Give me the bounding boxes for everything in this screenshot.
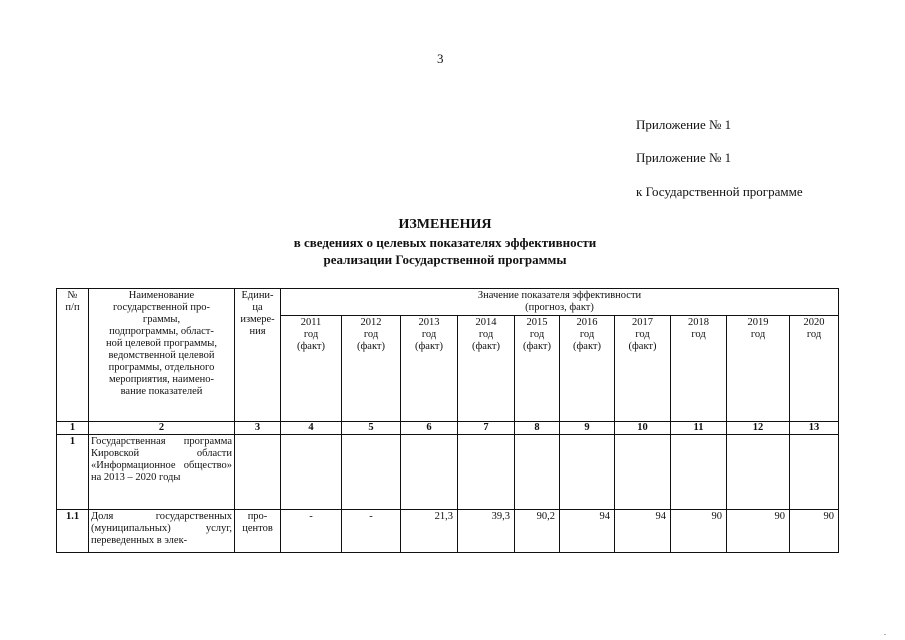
header-year-2 xyxy=(342,316,401,422)
header-year-label: 2019 год xyxy=(747,317,769,340)
header-year-label: 2018 год xyxy=(688,317,709,340)
row-value: 39,3 xyxy=(458,510,515,553)
row-value xyxy=(727,435,790,510)
column-number-3: 3 xyxy=(235,422,281,435)
header-no xyxy=(57,289,89,422)
column-number-12: 12 xyxy=(727,422,790,435)
edge-mark: . xyxy=(884,628,886,637)
header-year-label: 2012 год (факт) xyxy=(356,317,385,352)
table-row xyxy=(57,435,839,510)
row-value xyxy=(615,435,671,510)
appendix-label-1: Приложение № 1 xyxy=(636,117,732,132)
document-subtitle-line-1: в сведениях о целевых показателях эффективности xyxy=(293,235,597,250)
page-number: 3 xyxy=(437,51,444,66)
column-number-5: 5 xyxy=(342,422,401,435)
header-no-label: № п/п xyxy=(65,290,80,313)
column-number-11: 11 xyxy=(671,422,727,435)
column-number-2: 2 xyxy=(89,422,235,435)
header-value-group-label: Значение показателя эффективности (прогноз, факт) xyxy=(477,290,642,313)
row-indicator-name: Государственная программа Кировской области «Информационное общество» на 2013 – 2020 годы xyxy=(89,435,235,510)
document-title: ИЗМЕНЕНИЯ xyxy=(398,217,492,232)
header-year-label: 2013 год (факт) xyxy=(414,317,443,352)
row-value: 90 xyxy=(790,510,839,553)
row-value: 94 xyxy=(615,510,671,553)
row-value: 21,3 xyxy=(401,510,458,553)
header-value-group xyxy=(281,289,839,316)
column-number-8: 8 xyxy=(515,422,560,435)
row-value: 90 xyxy=(727,510,790,553)
row-unit xyxy=(235,435,281,510)
row-value xyxy=(560,435,615,510)
header-year-3 xyxy=(401,316,458,422)
column-number-1: 1 xyxy=(57,422,89,435)
indicators-table xyxy=(56,288,839,553)
row-value xyxy=(790,435,839,510)
document-subtitle-line-2: реализации Государственной программы xyxy=(323,252,567,267)
row-value xyxy=(342,435,401,510)
header-unit-label: Едини- ца измере- ния xyxy=(240,290,275,337)
header-name xyxy=(89,289,235,422)
appendix-label-2: Приложение № 1 xyxy=(636,150,732,165)
row-value: 90,2 xyxy=(515,510,560,553)
header-year-10 xyxy=(790,316,839,422)
table-row xyxy=(57,510,839,553)
header-year-7 xyxy=(615,316,671,422)
header-unit xyxy=(235,289,281,422)
column-number-10: 10 xyxy=(615,422,671,435)
column-number-9: 9 xyxy=(560,422,615,435)
column-number-13: 13 xyxy=(790,422,839,435)
header-year-9 xyxy=(727,316,790,422)
column-number-7: 7 xyxy=(458,422,515,435)
row-value xyxy=(515,435,560,510)
appendix-program-reference: к Государственной программе xyxy=(636,184,803,199)
column-number-6: 6 xyxy=(401,422,458,435)
row-indicator-name: Доля государственных (муниципальных) услуг, переведенных в элек- xyxy=(89,510,235,553)
row-value xyxy=(458,435,515,510)
column-number-4: 4 xyxy=(281,422,342,435)
header-year-8 xyxy=(671,316,727,422)
header-row-1 xyxy=(57,289,839,316)
row-value xyxy=(281,435,342,510)
header-year-1 xyxy=(281,316,342,422)
row-number: 1.1 xyxy=(57,510,89,553)
header-year-label: 2011 год (факт) xyxy=(296,317,325,352)
header-year-6 xyxy=(560,316,615,422)
row-unit: про- центов xyxy=(235,510,281,553)
header-year-label: 2016 год (факт) xyxy=(572,317,601,352)
row-value: - xyxy=(342,510,401,553)
header-year-label: 2014 год (факт) xyxy=(471,317,500,352)
header-year-label: 2017 год (факт) xyxy=(628,317,657,352)
row-value: 94 xyxy=(560,510,615,553)
row-value: 90 xyxy=(671,510,727,553)
row-value xyxy=(671,435,727,510)
row-value: - xyxy=(281,510,342,553)
header-year-label: 2015 год (факт) xyxy=(522,317,551,352)
header-year-label: 2020 год xyxy=(803,317,825,340)
header-year-5 xyxy=(515,316,560,422)
header-name-label: Наименование государственной про- граммы, подпрограммы, област- ной целевой программы, ведомственной целевой программы, отдельного мероприятия, наимено- вание показателей xyxy=(106,290,217,397)
column-numbers-row xyxy=(57,422,839,435)
row-number: 1 xyxy=(57,435,89,510)
row-value xyxy=(401,435,458,510)
header-year-4 xyxy=(458,316,515,422)
